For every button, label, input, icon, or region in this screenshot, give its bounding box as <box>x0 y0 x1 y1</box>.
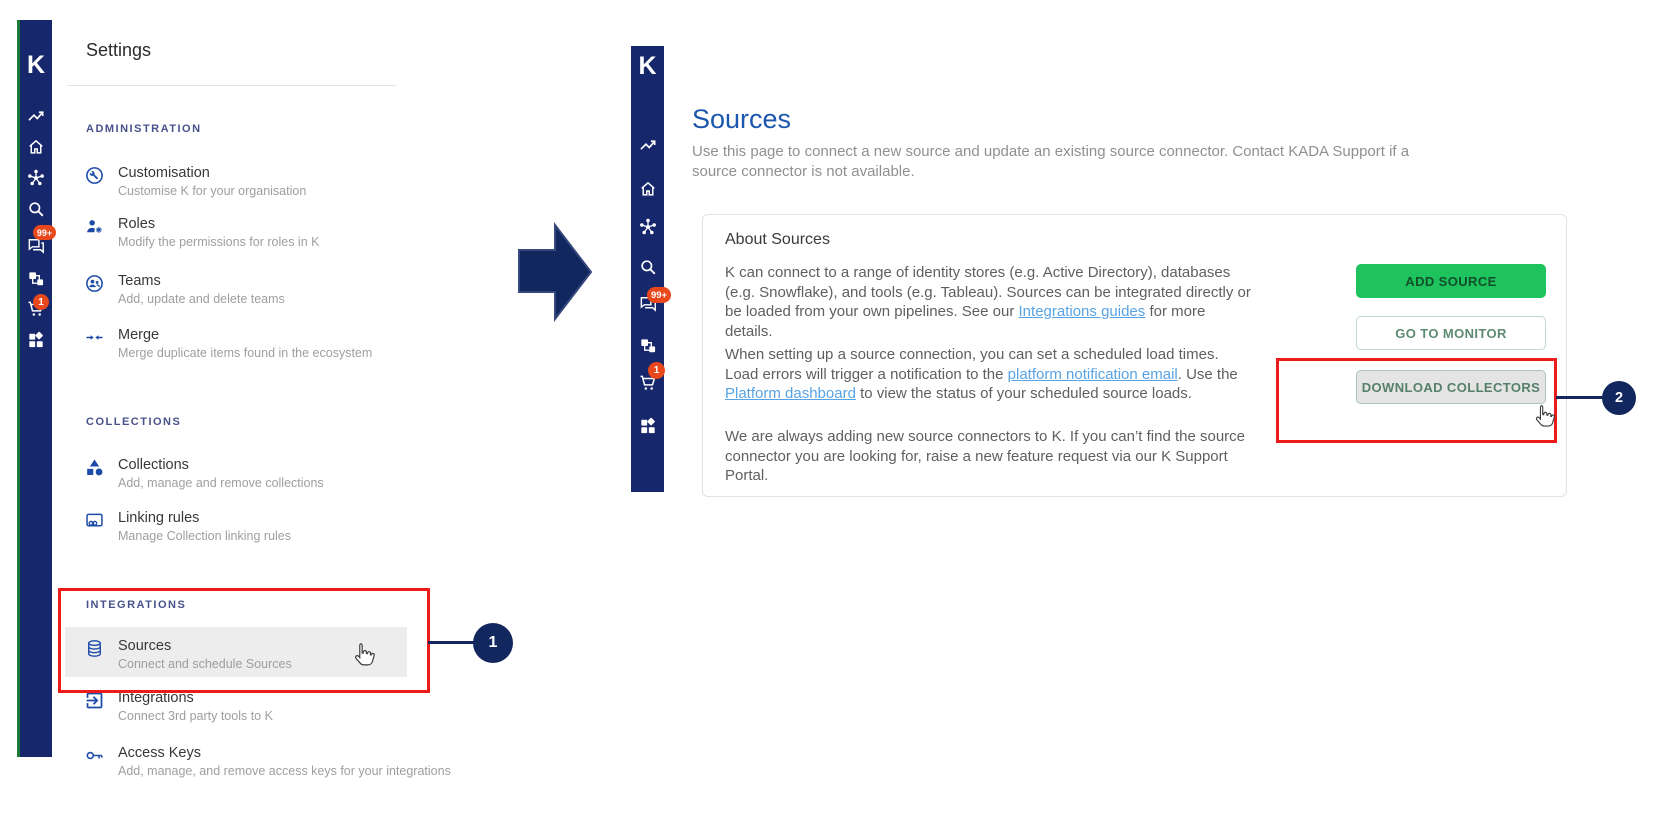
trending-up-icon[interactable] <box>638 135 658 155</box>
cart-badge: 1 <box>648 362 665 379</box>
platform-dashboard-link[interactable]: Platform dashboard <box>725 385 856 402</box>
step-badge-1: 1 <box>473 623 513 663</box>
settings-item-sources[interactable]: Sources Connect and schedule Sources <box>84 637 424 673</box>
k-logo: K <box>638 52 657 80</box>
section-label-administration: ADMINISTRATION <box>86 123 202 135</box>
about-sources-card <box>702 214 1567 497</box>
chat-badge: 99+ <box>647 287 671 303</box>
section-label-collections: COLLECTIONS <box>86 416 182 428</box>
manage-accounts-icon <box>84 216 105 237</box>
settings-page-title: Settings <box>86 40 152 60</box>
integrations-guides-link[interactable]: Integrations guides <box>1018 303 1146 320</box>
settings-item-teams[interactable]: Teams Add, update and delete teams <box>84 272 424 308</box>
cart-badge: 1 <box>33 294 49 310</box>
sources-page-title: Sources <box>692 104 792 134</box>
platform-notification-email-link[interactable]: platform notification email <box>1007 365 1178 383</box>
settings-item-integrations[interactable]: Integrations Connect 3rd party tools to K <box>84 689 424 725</box>
download-collectors-button[interactable]: DOWNLOAD COLLECTORS <box>1356 370 1546 404</box>
hand-cursor-2 <box>1532 402 1558 431</box>
annotation-box-2 <box>1276 358 1557 443</box>
category-icon <box>84 457 105 478</box>
home-icon[interactable] <box>638 179 658 199</box>
sources-page-description: Use this page to connect a new source and update an existing source connector. Contact KADA Support if a source connector is not available. <box>692 143 1410 180</box>
settings-item-collections[interactable]: Collections Add, manage and remove collections <box>84 456 424 492</box>
hub-icon[interactable] <box>26 168 46 188</box>
apps-grid-icon[interactable] <box>638 416 658 436</box>
step-badge-2: 2 <box>1602 381 1636 415</box>
build-circle-icon <box>84 165 105 186</box>
go-to-monitor-button[interactable]: GO TO MONITOR <box>1356 316 1546 350</box>
settings-item-access-keys[interactable]: Access Keys Add, manage, and remove access keys for your integrations <box>84 744 424 780</box>
about-paragraph-2: When setting up a source connection, you can set a scheduled load times. Load errors will trigger a notification to the platform notification email. Use the Platform dashboard to view the status of your scheduled source loads. <box>725 346 1238 402</box>
left-app-sidebar <box>17 20 52 757</box>
merge-icon <box>84 327 105 348</box>
settings-item-linking-rules[interactable]: Linking rules Manage Collection linking rules <box>84 509 424 545</box>
add-source-button[interactable]: ADD SOURCE <box>1356 264 1546 298</box>
section-label-integrations: INTEGRATIONS <box>86 599 187 611</box>
transition-arrow <box>505 215 597 325</box>
home-icon[interactable] <box>26 137 46 157</box>
hand-cursor-1 <box>351 640 378 670</box>
settings-item-roles[interactable]: Roles Modify the permissions for roles in K <box>84 215 424 251</box>
apps-grid-icon[interactable] <box>26 330 46 350</box>
hub-icon[interactable] <box>638 217 658 237</box>
about-paragraph-3: We are always adding new source connectors to K. If you can’t find the source connector you are looking for, raise a new feature request via our K Support Portal. <box>725 428 1246 484</box>
settings-item-merge[interactable]: Merge Merge duplicate items found in the ecosystem <box>84 326 424 362</box>
exit-to-app-icon <box>84 690 105 711</box>
about-sources-title: About Sources <box>725 231 830 248</box>
chat-badge: 99+ <box>33 225 56 240</box>
teams-circle-icon <box>84 273 105 294</box>
search-icon[interactable] <box>26 199 46 219</box>
about-paragraph-1: K can connect to a range of identity stores (e.g. Active Directory), databases (e.g. Snowflake), and tools (e.g. Tableau). Sources can be integrated directly or be loaded from your own pipelines. See our Integrations guides for more details. <box>725 264 1251 340</box>
k-logo: K <box>26 51 46 79</box>
link-card-icon <box>84 510 105 531</box>
hierarchy-icon[interactable] <box>26 269 46 289</box>
search-icon[interactable] <box>638 257 658 277</box>
trending-up-icon[interactable] <box>26 106 46 126</box>
title-divider <box>67 85 396 86</box>
settings-item-customisation[interactable]: Customisation Customise K for your organisation <box>84 164 424 200</box>
hierarchy-icon[interactable] <box>638 336 658 356</box>
annotation-connector-1 <box>428 641 475 644</box>
annotation-connector-2 <box>1556 396 1604 399</box>
key-icon <box>84 745 105 766</box>
